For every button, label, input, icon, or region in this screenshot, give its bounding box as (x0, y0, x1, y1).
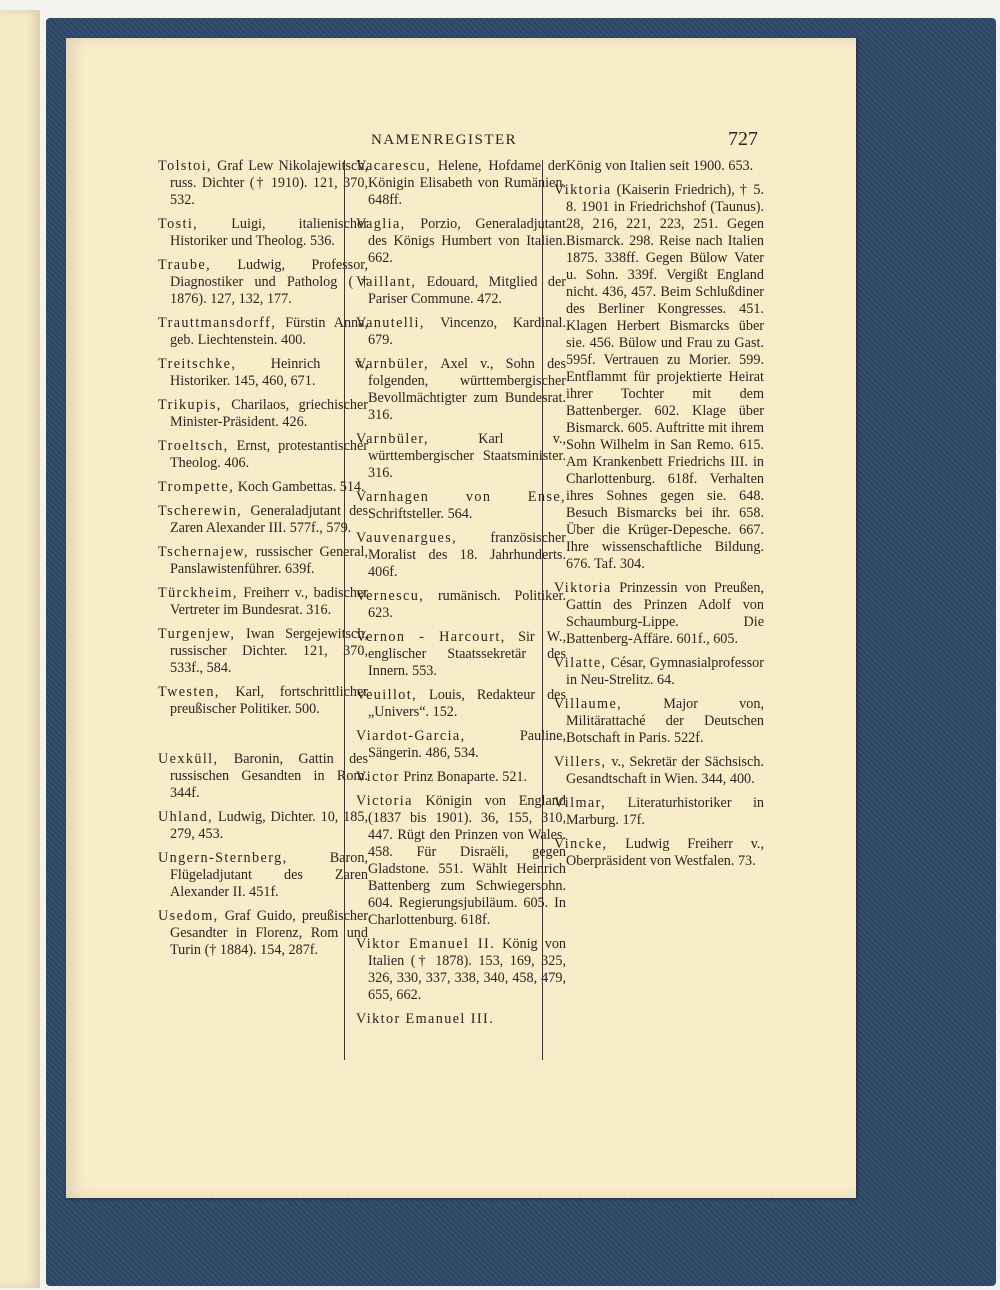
entry-text: v., Sekretär der Sächsisch. Gesandtschaft in Wien. 344, 400. (566, 754, 764, 787)
entry-headword: Viktoria (554, 580, 612, 596)
entry-headword: Uexküll, (158, 751, 219, 767)
entry-headword: Varnhagen von Ense, (356, 489, 566, 505)
entry-headword: Ungern-Sternberg, (158, 850, 288, 866)
index-entry (554, 655, 764, 689)
index-entry (356, 793, 566, 929)
entry-text: Graf Lew Nikolajewitsch, russ. Dichter († 1910). 121, 370, 532. (170, 158, 368, 208)
entry-text: Literaturhistoriker in Marburg. 17f. (566, 795, 764, 828)
book-page (66, 38, 856, 1198)
entry-text: Pauline, Sängerin. 486, 534. (368, 728, 566, 761)
index-entry (356, 1011, 566, 1028)
entry-headword: Victor (356, 769, 400, 785)
entry-text: Iwan Sergejewitsch, russischer Dichter. 121, 370, 533f., 584. (170, 626, 368, 676)
entry-text: Königin von England (1837 bis 1901). 36, 155, 310, 447. Rügt den Prinzen von Wales. 458. Für Disraëli, gegen Gladstone. 551. Wählt Heinrich Battenberg zum Schwiegersohn. 604. Regierungsjubiläum. 605. In Charlottenburg. 618f. (368, 793, 566, 928)
index-entry (554, 696, 764, 747)
entry-headword: Tolstoi, (158, 158, 212, 174)
index-entry (158, 684, 368, 718)
entry-text: (Kaiserin Friedrich), † 5. 8. 1901 in Friedrichshof (Taunus). 28, 216, 221, 223, 251. Gegen Bismarck. 298. Reise nach Italien 1875. 338ff. Gegen Bülow Vater u. Sohn. 339f. Vergißt England nicht. 436, 457. Beim Schlußdiner des Berliner Kongresses. 451. Klagen Herbert Bismarcks über sie. 456. Bülow und Frau zu Gast. 595f. Vertrauen zu Morier. 599. Entflammt für projektierte Heirat ihrer Tochter mit dem Battenberger. 602. Klage über Bismarck. 605. Auftritte mit ihrem Sohn Wilhelm in San Remo. 615. Am Krankenbett Friedrichs III. in Charlottenburg. 618f. Verhalten ihres Sohnes gegen sie. 648. Besuch Bismarcks bei ihr. 658. Über die Krüger-Depesche. 667. Ihre wissenschaftliche Bildung. 676. Taf. 304. (566, 182, 764, 572)
index-entry (158, 158, 368, 209)
entry-headword: Vaillant, (356, 274, 417, 290)
entry-headword: Vincke, (554, 836, 608, 852)
entry-text: Freiherr v., badischer Vertreter im Bundesrat. 316. (170, 585, 368, 618)
entry-text: Louis, Redakteur des „Univers“. 152. (368, 687, 566, 720)
entry-headword: Turgenjew, (158, 626, 236, 642)
page-number: 727 (728, 128, 758, 150)
entry-text: Karl v., württembergischer Staatsminister. 316. (368, 431, 566, 481)
entry-headword: Türckheim, (158, 585, 238, 601)
index-entry (356, 489, 566, 523)
entry-headword: Viktoria (554, 182, 612, 198)
index-entry (554, 580, 764, 648)
entry-text: Charilaos, griechischer Minister-Präsident. 426. (170, 397, 368, 430)
entry-headword: Vilmar, (554, 795, 607, 811)
index-entry (554, 795, 764, 829)
entry-headword: Varnbüler, (356, 356, 429, 372)
entry-headword: Trauttmansdorff, (158, 315, 277, 331)
entry-headword: Victoria (356, 793, 413, 809)
entry-headword: Traube, (158, 257, 212, 273)
entry-text: Ludwig, Dichter. 10, 185, 279, 453. (170, 809, 368, 842)
entry-headword: Viardot-Garcia, (356, 728, 466, 744)
index-entry (158, 315, 368, 349)
entry-text: König von Italien († 1878). 153, 169, 325, 326, 330, 337, 338, 340, 458, 479, 655, 662. (368, 936, 566, 1003)
entry-text: Edouard, Mitglied der Pariser Commune. 472. (368, 274, 566, 307)
entry-text: Sir W., englischer Staatssekretär des Innern. 553. (368, 629, 566, 679)
index-entry (356, 315, 566, 349)
entry-headword: Villaume, (554, 696, 623, 712)
index-entry (356, 728, 566, 762)
running-title: NAMENREGISTER (371, 132, 518, 148)
index-entry (356, 158, 566, 209)
entry-text: César, Gymnasialprofessor in Neu-Strelitz. 64. (566, 655, 764, 688)
entry-text: König von Italien seit 1900. 653. (566, 158, 754, 174)
index-entry (158, 397, 368, 431)
index-entry (158, 751, 368, 802)
index-entry (158, 216, 368, 250)
entry-text: Koch Gambettas. 514. (234, 479, 365, 495)
index-entry (554, 836, 764, 870)
entry-headword: Troeltsch, (158, 438, 229, 454)
entry-text: Generaladjutant des Zaren Alexander III. 577f., 579. (170, 503, 368, 536)
entry-text: Porzio, Generaladjutant des Königs Humbert von Italien. 662. (368, 216, 566, 266)
index-entry (356, 687, 566, 721)
entry-text: französischer Moralist des 18. Jahrhunderts. 406f. (368, 530, 566, 580)
index-entry (554, 158, 764, 175)
entry-text: Helene, Hofdame der Königin Elisabeth von Rumänien. 648ff. (368, 158, 566, 208)
index-entry (158, 908, 368, 959)
entry-headword: Tscherewin, (158, 503, 243, 519)
index-entry (158, 809, 368, 843)
left-page-edge (0, 10, 40, 1288)
entry-headword: Vacarescu, (356, 158, 432, 174)
entry-text: Ernst, protestantischer Theolog. 406. (170, 438, 368, 471)
entry-text: Vincenzo, Kardinal. 679. (368, 315, 566, 348)
index-entry (356, 530, 566, 581)
index-entry (158, 850, 368, 901)
entry-headword: Uhland, (158, 809, 214, 825)
index-entry (158, 544, 368, 578)
entry-headword: Vauvenargues, (356, 530, 458, 546)
index-entry (158, 479, 368, 496)
entry-text: Schriftsteller. 564. (368, 506, 473, 522)
index-entry (356, 629, 566, 680)
entry-text: Luigi, italienischer Historiker und Theolog. 536. (170, 216, 368, 249)
entry-headword: Treitschke, (158, 356, 237, 372)
index-entry (356, 588, 566, 622)
entry-headword: Tosti, (158, 216, 199, 232)
index-column-1 (158, 158, 368, 966)
index-entry (158, 356, 368, 390)
entry-text: Prinzessin von Preußen, Gattin des Prinzen Adolf von Schaumburg-Lippe. Die Battenberg-Affäre. 601f., 605. (566, 580, 764, 647)
index-entry (158, 585, 368, 619)
entry-text: Prinz Bonaparte. 521. (399, 769, 528, 785)
entry-headword: Vanutelli, (356, 315, 425, 331)
index-entry (158, 503, 368, 537)
index-entry (554, 754, 764, 788)
entry-headword: Vilatte, (554, 655, 607, 671)
entry-headword: Trompette, (158, 479, 235, 495)
entry-headword: Villers, (554, 754, 607, 770)
entry-text: Karl, fortschrittlicher preußischer Politiker. 500. (170, 684, 368, 717)
entry-text: Major von, Militärattaché der Deutschen Botschaft in Paris. 522f. (566, 696, 764, 746)
index-column-3 (554, 158, 764, 877)
entry-headword: Usedom, (158, 908, 219, 924)
index-entry (554, 182, 764, 573)
entry-text: Axel v., Sohn des folgenden, württembergischer Bevollmächtigter zum Bundesrat. 316. (368, 356, 566, 423)
index-entry (356, 274, 566, 308)
index-entry (356, 769, 566, 786)
entry-headword: Tschernajew, (158, 544, 249, 560)
entry-text: rumänisch. Politiker. 623. (368, 588, 566, 621)
index-entry (158, 257, 368, 308)
entry-headword: Vaglia, (356, 216, 406, 232)
entry-text: Ludwig, Professor, Diagnostiker und Patholog († 1876). 127, 132, 177. (170, 257, 368, 307)
entry-headword: Vernescu, (356, 588, 425, 604)
entry-text: Graf Guido, preußischer Gesandter in Florenz, Rom und Turin († 1884). 154, 287f. (170, 908, 368, 958)
letter-section-gap (158, 725, 368, 751)
index-column-2 (356, 158, 566, 1035)
entry-text: Baronin, Gattin des russischen Gesandten in Rom. 344f. (170, 751, 368, 801)
entry-text: Heinrich v., Historiker. 145, 460, 671. (170, 356, 368, 389)
entry-headword: Trikupis, (158, 397, 222, 413)
entry-headword: Veuillot, (356, 687, 418, 703)
entry-text: Ludwig Freiherr v., Oberpräsident von Westfalen. 73. (566, 836, 764, 869)
index-entry (158, 626, 368, 677)
entry-text: Baron, Flügeladjutant des Zaren Alexander II. 451f. (170, 850, 368, 900)
entry-headword: Twesten, (158, 684, 220, 700)
entry-headword: Viktor Emanuel III. (356, 1011, 495, 1027)
index-entry (356, 936, 566, 1004)
index-entry (356, 356, 566, 424)
index-entry (158, 438, 368, 472)
entry-headword: Varnbüler, (356, 431, 429, 447)
entry-headword: Viktor Emanuel II. (356, 936, 496, 952)
entry-headword: Vernon - Harcourt, (356, 629, 506, 645)
entry-text: Fürstin Anna, geb. Liechtenstein. 400. (170, 315, 368, 348)
index-entry (356, 431, 566, 482)
index-entry (356, 216, 566, 267)
entry-text: russischer General, Panslawistenführer. 639f. (170, 544, 368, 577)
